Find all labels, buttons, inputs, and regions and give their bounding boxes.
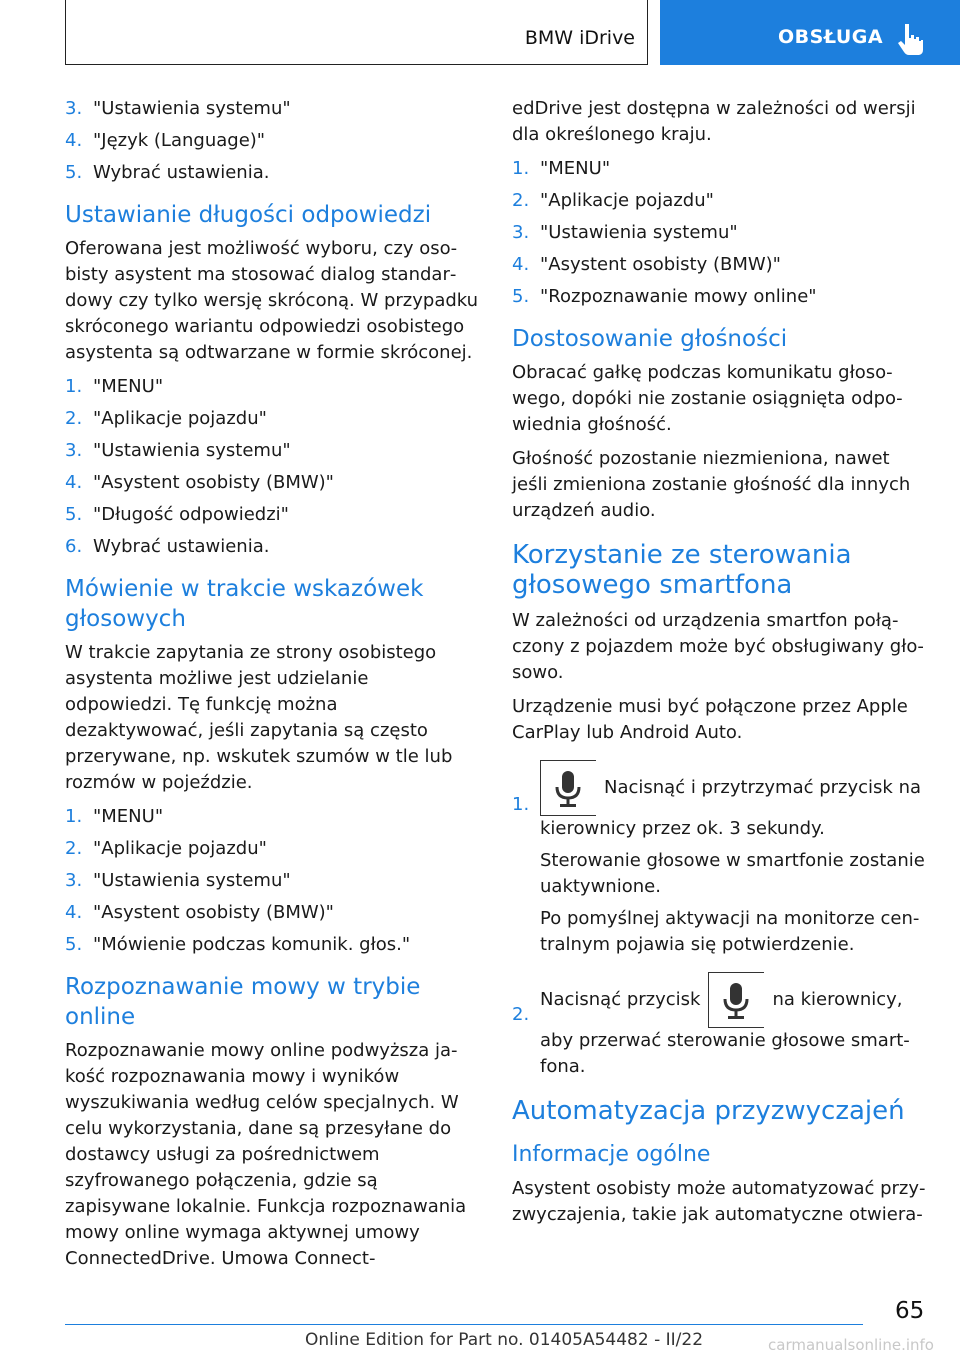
list-item: 3. "Ustawienia systemu" bbox=[65, 98, 291, 119]
header-section-label: OBSŁUGA bbox=[778, 26, 884, 48]
heading-general-info: Informacje ogólne bbox=[512, 1142, 711, 1167]
list-item: 4. "Asystent osobisty (BMW)" bbox=[512, 254, 781, 275]
list-item: 3. "Ustawienia systemu" bbox=[512, 222, 738, 243]
list-item: 1. "MENU" bbox=[65, 806, 164, 827]
footer-divider bbox=[65, 1324, 863, 1325]
paragraph: W zależności od urządzenia smartfon połączony z pojazdem może być obsługiwany głosowo. bbox=[512, 610, 924, 683]
footer-edition: Online Edition for Part no. 01405A54482 - II/22 bbox=[305, 1330, 704, 1350]
list-item: 5. "Długość odpowiedzi" bbox=[65, 504, 289, 525]
list-item: 6. Wybrać ustawienia. bbox=[65, 536, 270, 557]
list-item: 1. "MENU" bbox=[512, 158, 611, 179]
paragraph: Urządzenie musi być połączone przez Apple CarPlay lub Android Auto. bbox=[512, 696, 908, 743]
list-item: 4. "Język (Language)" bbox=[65, 130, 266, 151]
microphone-icon bbox=[708, 972, 764, 1028]
list-item: 5. "Rozpoznawanie mowy online" bbox=[512, 286, 817, 307]
paragraph: Głośność pozostanie niezmieniona, nawet jeśli zmieniona zostanie głośność dla innych urządzeń audio. bbox=[512, 448, 911, 521]
header-section-tab bbox=[660, 0, 960, 65]
list-speaking bbox=[65, 804, 480, 958]
heading-response-length: Ustawianie długości odpowiedzi bbox=[65, 202, 432, 228]
step-note: Po pomyślnej aktywacji na monitorze centralnym pojawia się potwierdzenie. bbox=[540, 908, 920, 955]
heading-online-recognition: Rozpoznawanie mowy w trybie online bbox=[65, 974, 421, 1030]
list-item: 1. Nacisnąć i przytrzymać przycisk na kierownicy przez ok. 3 sekundy. Sterowanie głosowe w smartfonie zostanie uaktywnione. Po pomyślnej aktywacji na monitorze centralnym pojawia się potwierdzenie. bbox=[512, 760, 927, 958]
list-item: 4. "Asystent osobisty (BMW)" bbox=[65, 472, 334, 493]
heading-automation: Automatyzacja przyzwyczajeń bbox=[512, 1096, 905, 1126]
header-title: BMW iDrive bbox=[524, 27, 635, 49]
list-item: 4. "Asystent osobisty (BMW)" bbox=[65, 902, 334, 923]
step-note: Sterowanie głosowe w smartfonie zostanie uaktywnione. bbox=[540, 850, 925, 897]
left-column bbox=[65, 96, 480, 1280]
list-item: 2. "Aplikacje pojazdu" bbox=[65, 408, 267, 429]
paragraph: Obracać gałkę podczas komunikatu głosowego, dopóki nie zostanie osiągnięta odpowiednia głośność. bbox=[512, 362, 903, 435]
list-top bbox=[65, 96, 480, 186]
watermark: carmanualsonline.info bbox=[768, 1336, 934, 1354]
page-number: 65 bbox=[895, 1298, 925, 1324]
paragraph: edDrive jest dostępna w zależności od wersji dla określonego kraju. bbox=[512, 98, 916, 145]
list-online bbox=[512, 156, 927, 310]
list-item: 3. "Ustawienia systemu" bbox=[65, 440, 291, 461]
microphone-icon bbox=[540, 760, 596, 816]
paragraph: Oferowana jest możliwość wyboru, czy osobisty asystent ma stosować dialog standardowy czy tylko wersję skróconą. W przypadku skróconego wariantu odpowiedzi osobistego asystenta są odtwarzane w formie skróconej. bbox=[65, 238, 479, 363]
heading-speaking-during-prompts: Mówienie w trakcie wskazówek głosowych bbox=[65, 576, 424, 632]
hand-pointer-icon bbox=[895, 22, 925, 56]
paragraph: Asystent osobisty może automatyzować przyzwyczajenia, takie jak automatyczne otwiera- bbox=[512, 1178, 926, 1225]
paragraph: W trakcie zapytania ze strony osobistego asystenta możliwe jest udzielanie odpowiedzi. Tę funkcję można dezaktywować, jeśli zapytania są często przerywane, np. wskutek szumów w tle lub rozmów w pojeździe. bbox=[65, 642, 453, 793]
heading-volume: Dostosowanie głośności bbox=[512, 326, 788, 352]
heading-smartphone-voice: Korzystanie ze sterowania głosowego smartfona bbox=[512, 540, 852, 600]
list-item: 5. Wybrać ustawienia. bbox=[65, 162, 270, 183]
list-response-length bbox=[65, 374, 480, 560]
right-column bbox=[512, 96, 927, 1236]
paragraph: Rozpoznawanie mowy online podwyższa jakość rozpoznawania mowy i wyników wyszukiwania według celów specjalnych. W celu wykorzystania, dane są przesyłane do dostawcy usługi za pośrednictwem szyfrowanego połączenia, gdzie są zapisywane lokalnie. Funkcja rozpoznawania mowy online wymaga aktywnej umowy ConnectedDrive. Umowa Connect- bbox=[65, 1040, 467, 1269]
list-item: 2. "Aplikacje pojazdu" bbox=[512, 190, 714, 211]
header-title-box bbox=[65, 0, 648, 65]
list-item: 2. Nacisnąć przycisk na kierownicy, aby przerwać sterowanie głosowe smartfona. bbox=[512, 972, 927, 1080]
list-item: 2. "Aplikacje pojazdu" bbox=[65, 838, 267, 859]
list-smartphone-steps bbox=[512, 760, 927, 1080]
list-item: 3. "Ustawienia systemu" bbox=[65, 870, 291, 891]
list-item: 5. "Mówienie podczas komunik. głos." bbox=[65, 934, 411, 955]
list-item: 1. "MENU" bbox=[65, 376, 164, 397]
